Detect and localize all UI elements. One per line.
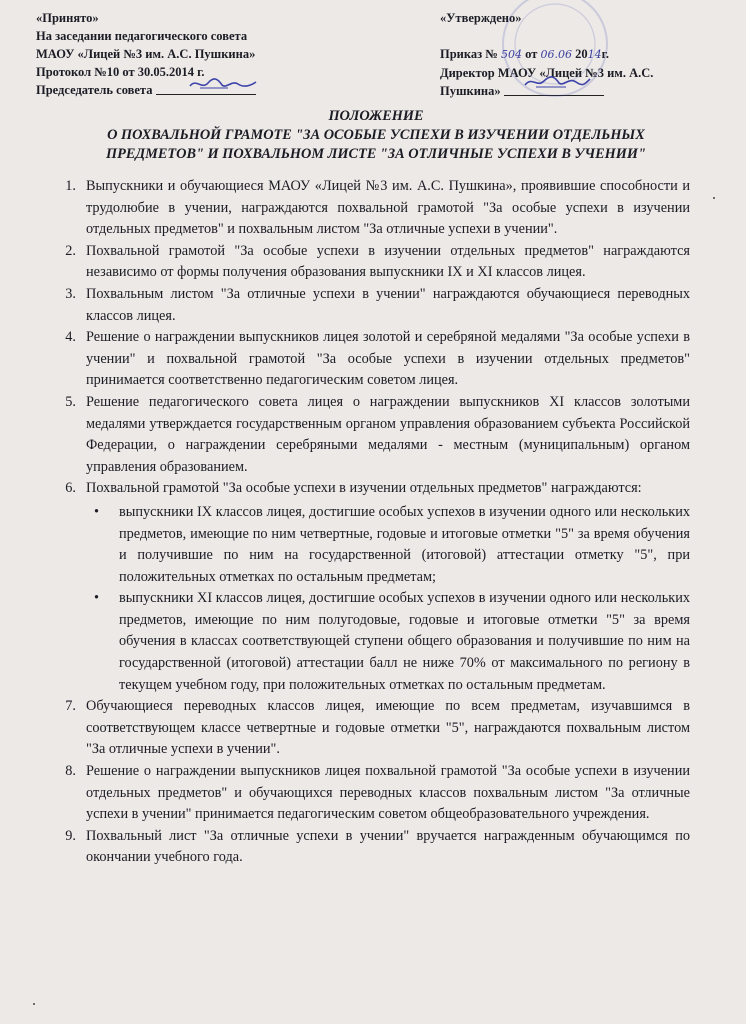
sub-list [86, 502, 690, 696]
list-item: 5. Решение педагогического совета лицея о награждении выпускников XI классов золотыми медалями утверждается государственным органом управления образованием субъекта Российской Федерации, о награждении серебряными медалями - местным (муниципальным) органом управления образованием. [65, 393, 690, 475]
scan-speck [713, 197, 715, 199]
accepted-label: «Принято» [36, 11, 99, 25]
sub-list-item: • выпускники XI классов лицея, достигшие особых успехов в изучении одного или нескольких предметов, имеющие по ним полугодовые, годовые и итоговые отметки "5" за время обучения в классах соответствующей ступени общего образования и получившие по ним на государственной (итоговой) аттестации балл не ниже 70% от максимального по региону в текущем учебном году, при положительных отметках по остальным предметам. [94, 590, 690, 693]
approved-label: «Утверждено» [440, 11, 522, 25]
order-line: Приказ № 504 от 06.06 2014г. [440, 45, 740, 64]
list-item: 2. Похвальной грамотой "За особые успехи в изучении отдельных предметов" награждаются независимо от формы получения образования выпускники IX и XI классов лицея. [65, 242, 690, 281]
protocol-line: Протокол №10 от 30.05.2014 г. [36, 65, 205, 79]
scan-speck [33, 1003, 35, 1005]
title-line-2: О ПОХВАЛЬНОЙ ГРАМОТЕ "ЗА ОСОБЫЕ УСПЕХИ В ИЗУЧЕНИИ ОТДЕЛЬНЫХ [107, 127, 645, 143]
chair-label: Председатель совета [36, 83, 153, 97]
regulation-list [50, 176, 690, 869]
order-year: 14 [587, 48, 602, 61]
director-line: Директор МАОУ «Лицей №3 им. А.С. [440, 66, 654, 80]
list-item: 9. Похвальный лист "За отличные успехи в учении" вручается награжденным обучающимся по окончании учебного года. [65, 827, 690, 866]
school-line: МАОУ «Лицей №3 им. А.С. Пушкина» [36, 47, 256, 61]
document-title [36, 107, 716, 164]
list-item: 7. Обучающиеся переводных классов лицея, имеющие по всем предметам, изучавшимся в соответствующем классе четвертные и годовые отметки "5", награждаются похвальным листом "За отличные успехи в учении". [65, 698, 690, 758]
header-left-block [36, 9, 336, 99]
list-item: 3. Похвальным листом "За отличные успехи в учении" награждаются обучающиеся переводных классов лицея. [65, 285, 690, 324]
list-item: 6. Похвальной грамотой "За особые успехи в изучении отдельных предметов" награждаются: • выпускники IX классов лицея, достигшие особых успехов в изучении одного или нескольких предметов, имеющие по ним четвертные, годовые и итоговые отметки "5" за время обучения и получившие по ним на государственной (итоговой) аттестации отметку "5", при положительных отметках по остальным предметам; • выпускники XI классов лицея, достигшие особых успехов в изучении одного или нескольких предметов, имеющие по ним полугодовые, годовые и итоговые отметки "5" за время обучения в классах соответствующей ступени общего образования и получившие по ним на государственной (итоговой) аттестации балл не ниже 70% от максимального по региону в текущем учебном году, при положительных отметках по остальным предметам. [50, 478, 690, 696]
bullet-icon: • [94, 503, 100, 520]
order-number: 504 [500, 48, 522, 61]
list-item: 8. Решение о награждении выпускников лицея похвальной грамотой "За особые успехи в изучении отдельных предметов" и обучающихся переводных классов похвальным листом "За отличные успехи в учении" принимается педагогическим советом общеобразовательного учреждения. [65, 763, 690, 823]
chair-line [36, 81, 336, 99]
list-item: 1. Выпускники и обучающиеся МАОУ «Лицей №3 им. А.С. Пушкина», проявившие способности и трудолюбие в учении, награждаются похвальной грамотой "За особые успехи в изучении отдельных предметов" и похвальным листом "За отличные успехи в учении". [65, 178, 690, 238]
title-line-1: ПОЛОЖЕНИЕ [328, 108, 424, 124]
list-item: 4. Решение о награждении выпускников лицея золотой и серебряной медалями "За особые успехи в учении" и похвальной грамотой "За особые успехи в изучении отдельных предметов" принимается соответственно педагогическим советом лицея. [65, 329, 690, 389]
chair-signature-icon [188, 76, 258, 92]
sub-list-item: • выпускники IX классов лицея, достигшие особых успехов в изучении одного или нескольких предметов, имеющие по ним четвертные, годовые и итоговые отметки "5" за время обучения и получившие по ним на государственной (итоговой) аттестации отметку "5", при положительных отметках по остальным предметам; [94, 503, 690, 585]
title-line-3: ПРЕДМЕТОВ" И ПОХВАЛЬНОМ ЛИСТЕ "ЗА ОТЛИЧНЫЕ УСПЕХИ В УЧЕНИИ" [106, 146, 646, 162]
bullet-icon: • [94, 590, 100, 607]
stamp-seal-icon [480, 0, 630, 104]
order-date: 06.06 [540, 48, 572, 61]
meeting-line: На заседании педагогического совета [36, 29, 248, 43]
director-line-cont: Пушкина» [440, 82, 740, 100]
